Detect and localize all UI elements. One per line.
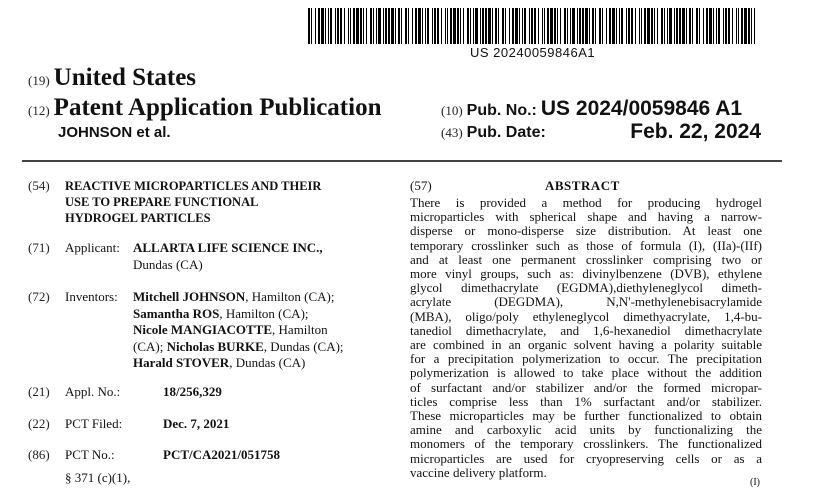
appl-no-value: 18/256,329: [163, 384, 222, 399]
abstract-line: acrylate (DEGDMA), N,N'-methylenebisacrylamide: [410, 295, 762, 310]
abstract-line: There is provided a method for producing hydrogel: [410, 196, 762, 210]
invention-title: [65, 178, 388, 226]
appl-no-field: [28, 384, 388, 401]
inventor-line: [133, 322, 388, 339]
inventor-location: (CA);: [133, 338, 167, 354]
applicant-location: Dundas (CA): [133, 256, 203, 272]
abstract-line: glycol dimethacrylate (EGDMA),diethyleneglycol dimeth-: [410, 281, 762, 296]
publication-type: Patent Application Publication: [53, 94, 382, 121]
abstract-line: of surfactant and/or stabilizer and/or the formed micropar-: [410, 380, 762, 395]
pub-no-label: Pub. No.:: [466, 102, 537, 119]
inventor-short: JOHNSON et al.: [58, 124, 171, 141]
inventor-name: Mitchell JOHNSON: [133, 289, 246, 304]
pct-no-field: [28, 447, 388, 464]
country: United States: [53, 64, 197, 91]
title-line: REACTIVE MICROPARTICLES AND THEIR: [65, 179, 322, 193]
pub-no-value: US 2024/0059846 A1: [540, 97, 743, 120]
inventor-name: Nicholas BURKE: [166, 338, 264, 354]
abstract-heading: ABSTRACT: [545, 178, 620, 193]
abstract-line: monomers of the temporary crosslinkers. The functionalized: [410, 437, 762, 452]
inventor-name: Samantha ROS: [133, 305, 220, 321]
pub-number-line: [441, 97, 742, 121]
title-line: HYDROGEL PARTICLES: [65, 211, 211, 225]
abstract-line: for a precipitation polymerization to occur. The precipitation: [410, 352, 762, 367]
pct-filed-field: [28, 416, 388, 433]
abstract-line: more vinyl groups, such as: divinylbenzene (DVB), ethylene: [410, 267, 762, 282]
inventor-location: , Hamilton (CA);: [245, 289, 335, 304]
inventor-list: [133, 289, 388, 372]
pct-filed-code: (22): [28, 416, 50, 431]
country-code: (19): [28, 73, 50, 88]
inventor-location: , Dundas (CA): [229, 355, 306, 370]
inventor-name: Nicole MANGIACOTTE: [133, 322, 273, 337]
pub-date-label: Pub. Date:: [466, 124, 546, 141]
pub-date-value: Feb. 22, 2024: [630, 120, 761, 143]
title-field: [28, 178, 388, 226]
abstract-line: polymerization is allowed to take place without the addition: [410, 366, 762, 381]
section-371: § 371 (c)(1),: [65, 470, 131, 485]
pub-date-code: (43): [441, 125, 463, 140]
barcode-bar: [755, 8, 758, 44]
appl-no-label: Appl. No.:: [65, 384, 121, 399]
abstract-line: tanediol dimethacrylate, and 1,6-hexanediol dimethacrylate: [410, 323, 762, 338]
inventors-label: Inventors:: [65, 289, 118, 304]
inventor-line: [133, 339, 388, 356]
pub-date-line: [441, 120, 761, 143]
title-line: USE TO PREPARE FUNCTIONAL: [65, 195, 259, 209]
publication-type-line: [28, 94, 381, 122]
inventor-line: [133, 289, 388, 306]
abstract-line: ticles comprise less than 1% surfactant and/or stabilizer.: [410, 394, 762, 409]
formula-label: (I): [750, 477, 760, 488]
abstract-line: amine and carboxylic acid units by functionalizing the: [410, 423, 762, 438]
inventor-location: , Hamilton (CA);: [219, 305, 309, 321]
abstract-line: (MBA), oligo/poly ethyleneglycol dimethyacrylate, 1,4-bu-: [410, 309, 762, 324]
abstract-line: microparticles are used for cryopreserving cells or as a: [410, 451, 762, 466]
abstract-line: These microparticles may be further functionalized to obtain: [410, 409, 762, 424]
pct-no-value: PCT/CA2021/051758: [163, 447, 280, 462]
abstract-line: and at least one permanent crosslinker comprising two or: [410, 252, 762, 267]
pct-filed-value: Dec. 7, 2021: [163, 416, 230, 431]
pub-no-code: (10): [441, 103, 463, 118]
inventor-location: , Hamilton: [272, 322, 328, 337]
title-code: (54): [28, 178, 50, 193]
inventor-line: [133, 306, 388, 323]
inventors-field: [28, 289, 388, 372]
applicant-label: Applicant:: [65, 240, 120, 255]
abstract-line: are combined in an organic solvent having a polarity suitable: [410, 338, 762, 353]
abstract-line: temporary crosslinker such as those of formula (I), (IIa)-(IIf): [410, 238, 762, 253]
header-divider: [22, 160, 782, 162]
pct-filed-label: PCT Filed:: [65, 416, 123, 431]
applicant-name: ALLARTA LIFE SCIENCE INC.,: [133, 240, 323, 255]
applicant-code: (71): [28, 240, 50, 255]
abstract-line: disperse or mono-disperse size distribution. At least one: [410, 224, 762, 239]
type-code: (12): [28, 103, 50, 118]
pct-no-label: PCT No.:: [65, 447, 115, 462]
appl-no-code: (21): [28, 384, 50, 399]
inventor-name: Harald STOVER: [133, 355, 230, 370]
abstract-code: (57): [410, 178, 432, 193]
inventor-location: , Dundas (CA);: [263, 338, 344, 354]
applicant-field: [28, 240, 388, 273]
abstract-line: vaccine delivery platform.: [410, 465, 547, 480]
barcode-number: US 20240059846A1: [470, 45, 596, 60]
country-line: [28, 64, 196, 92]
inventor-line: [133, 355, 388, 372]
inventors-code: (72): [28, 289, 50, 304]
pct-no-code: (86): [28, 447, 50, 462]
abstract-line: microparticles with spherical shape and having a narrow-: [410, 210, 762, 225]
abstract-body: [410, 196, 762, 480]
barcode: [308, 8, 758, 44]
